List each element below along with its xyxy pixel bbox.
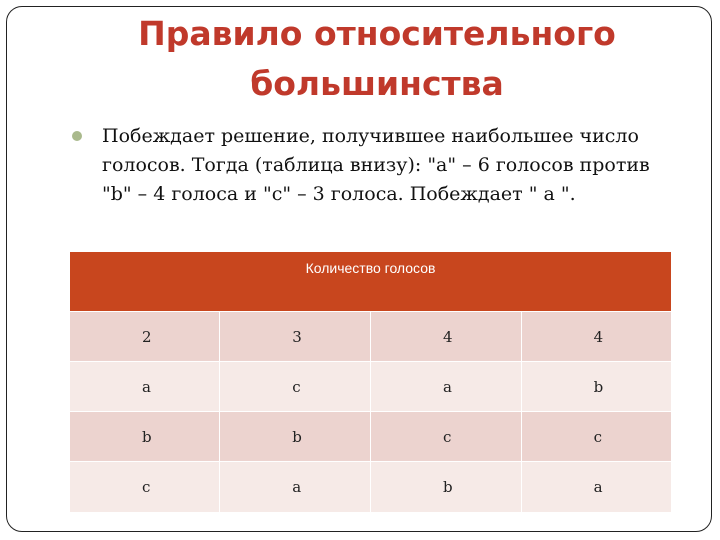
bullet-item — [74, 122, 654, 209]
table-cell: a — [70, 362, 220, 412]
table-cell: c — [521, 412, 671, 462]
bullet-text: Побеждает решение, получившее наибольшее число голосов. Тогда (таблица внизу): "a" – 6 голосов против "b" – 4 голоса и "c" – 3 голоса. Побеждает " a ". — [102, 125, 650, 205]
votes-table — [70, 252, 671, 512]
table-cell: 4 — [370, 312, 521, 362]
table-cell: c — [220, 362, 371, 412]
table-header: Количество голосов — [70, 252, 671, 312]
table-row — [70, 362, 671, 412]
table-cell: a — [370, 362, 521, 412]
table-row — [70, 462, 671, 512]
title-line-1: Правило относительного — [138, 14, 616, 53]
bullet-dot-icon — [72, 131, 82, 141]
table-cell: b — [521, 362, 671, 412]
table-row — [70, 412, 671, 462]
table-cell: b — [70, 412, 220, 462]
table-cell: b — [220, 412, 371, 462]
table-cell: 3 — [220, 312, 371, 362]
slide-title — [67, 9, 687, 109]
table-cell: c — [370, 412, 521, 462]
table-cell: 2 — [70, 312, 220, 362]
table-cell: c — [70, 462, 220, 512]
table-cell: a — [220, 462, 371, 512]
table-cell: b — [370, 462, 521, 512]
table-cell: 4 — [521, 312, 671, 362]
table-cell: a — [521, 462, 671, 512]
title-line-2: большинства — [250, 64, 504, 103]
table-row — [70, 312, 671, 362]
